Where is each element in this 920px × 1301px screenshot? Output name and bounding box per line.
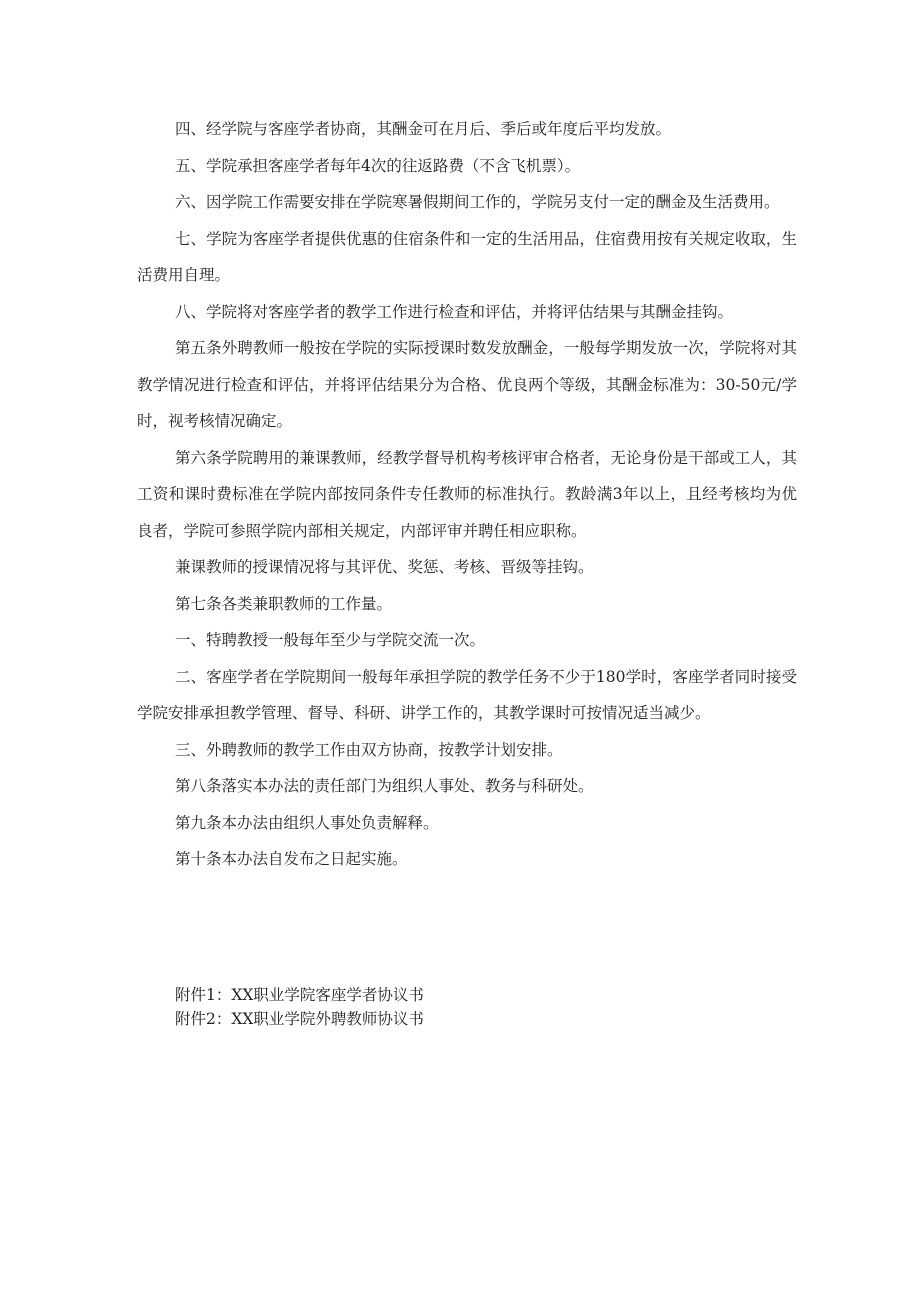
- paragraph-article4-item5: 五、学院承担客座学者每年4次的往返路费（不含飞机票）。: [175, 156, 581, 175]
- paragraph-article7-item2: 二、客座学者在学院期间一般每年承担学院的教学任务不少于180学时，客座学者同时接受学院安排承担教学管理、督导、科研、讲学工作的，其教学课时可按情况适当减少。: [137, 667, 797, 722]
- paragraph-article9: 第九条本办法由组织人事处负责解释。: [175, 813, 439, 832]
- paragraph-article8: 第八条落实本办法的责任部门为组织人事处、教务与科研处。: [175, 777, 594, 795]
- paragraph-article4-item8: 八、学院将对客座学者的教学工作进行检查和评估，并将评估结果与其酬金挂钩。: [175, 302, 734, 321]
- attachment-1: 附件1：XX职业学院客座学者协议书: [175, 986, 424, 1004]
- paragraph-article7-item1: 一、特聘教授一般每年至少与学院交流一次。: [175, 631, 486, 649]
- paragraph-article10: 第十条本办法自发布之日起实施。: [175, 850, 408, 868]
- paragraph-article7-item3: 三、外聘教师的教学工作由双方协商，按教学计划安排。: [175, 740, 563, 759]
- paragraph-article6-note: 兼课教师的授课情况将与其评优、奖惩、考核、晋级等挂钩。: [175, 558, 594, 576]
- paragraph-article5: 第五条外聘教师一般按在学院的实际授课时数发放酬金，一般每学期发放一次，学院将对其教学情况进行检查和评估，并将评估结果分为合格、优良两个等级，其酬金标准为：30-50元/学时，视考核情况确定。: [137, 339, 797, 430]
- document-body: [137, 111, 797, 878]
- paragraph-article7: 第七条各类兼职教师的工作量。: [175, 594, 393, 613]
- attachment-2: 附件2：XX职业学院外聘教师协议书: [175, 1010, 424, 1028]
- paragraph-article4-item4: 四、经学院与客座学者协商，其酬金可在月后、季后或年度后平均发放。: [175, 120, 672, 138]
- attachment-list: [175, 983, 775, 1031]
- paragraph-article4-item6: 六、因学院工作需要安排在学院寒暑假期间工作的，学院另支付一定的酬金及生活费用。: [175, 193, 780, 211]
- paragraph-article6: 第六条学院聘用的兼课教师，经教学督导机构考核评审合格者，无论身份是干部或工人，其工资和课时费标准在学院内部按同条件专任教师的标准执行。教龄满3年以上，且经考核均为优良者，学院可参照学院内部相关规定，内部评审并聘任相应职称。: [137, 448, 797, 540]
- paragraph-article4-item7: 七、学院为客座学者提供优惠的住宿条件和一定的生活用品，住宿费用按有关规定收取，生活费用自理。: [137, 229, 797, 284]
